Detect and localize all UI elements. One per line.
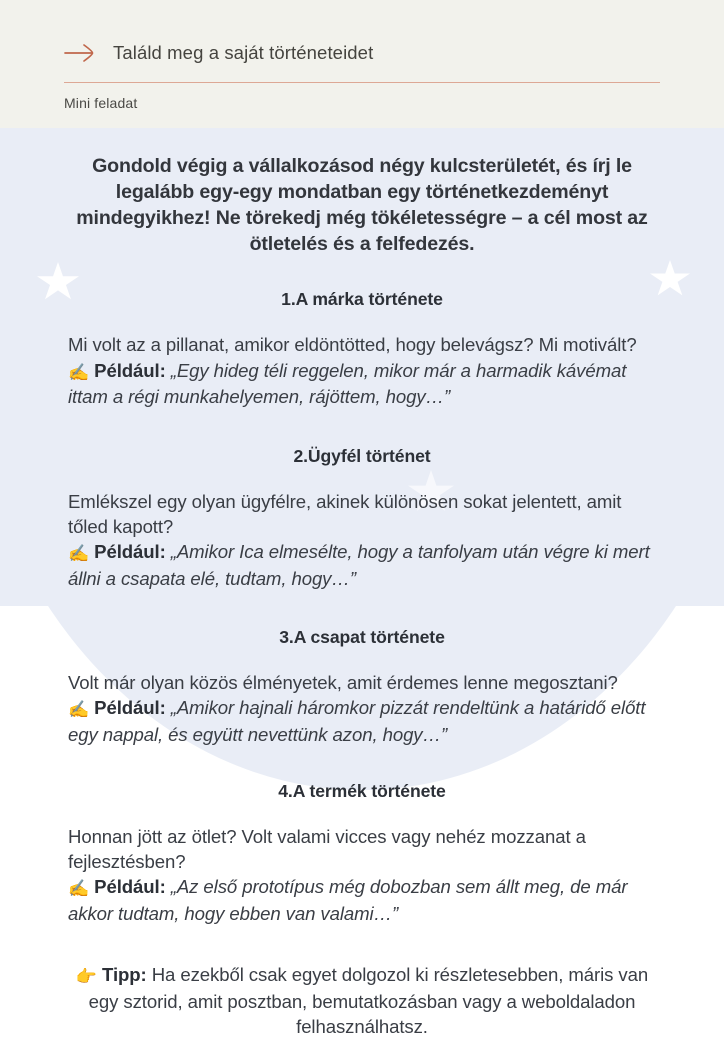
section-example-1 — [68, 358, 656, 410]
pointing-finger-icon: 👉 — [75, 967, 97, 988]
section-body-2 — [68, 489, 656, 591]
arrow-right-icon — [64, 42, 96, 64]
section-question-1: Mi volt az a pillanat, amikor eldöntötted, hogy belevágsz? Mi motivált? — [68, 334, 637, 356]
example-label-1: Például: — [94, 359, 166, 381]
writing-hand-icon: ✍️ — [68, 543, 90, 564]
example-label-2: Például: — [94, 540, 166, 562]
example-quote-2: „Amikor Ica elmesélte, hogy a tanfolyam után végre ki mert állni a csapata elé, tudtam, hogy…” — [68, 540, 650, 589]
header-subtitle: Mini feladat — [64, 95, 138, 111]
section-example-3 — [68, 695, 656, 747]
section-body-1 — [68, 332, 656, 409]
section-example-4 — [68, 874, 656, 926]
writing-hand-icon: ✍️ — [68, 699, 90, 720]
section-question-3: Volt már olyan közös élményetek, amit érdemes lenne megosztani? — [68, 671, 618, 693]
example-label-4: Például: — [94, 876, 166, 898]
header-title-row — [64, 42, 373, 64]
section-title-3: 3.A csapat története — [279, 626, 445, 647]
page-title: Találd meg a saját történeteidet — [113, 42, 374, 63]
section-question-4: Honnan jött az ötlet? Volt valami vicces vagy nehéz mozzanat a fejlesztésben? — [68, 825, 586, 872]
tip-paragraph — [68, 962, 656, 1039]
section-example-2 — [68, 539, 656, 591]
page-header — [0, 0, 724, 128]
section-body-3 — [68, 670, 656, 747]
tip-text: Ha ezekből csak egyet dolgozol ki részletesebben, máris van egy sztorid, amit posztban, bemutatkozásban vagy a weboldaladon felhasználhatsz. — [88, 964, 649, 1038]
example-quote-1: „Egy hideg téli reggelen, mikor már a harmadik kávémat ittam a régi munkahelyemen, rájöttem, hogy…” — [68, 359, 627, 408]
intro-paragraph: Gondold végig a vállalkozásod négy kulcsterületét, és írj le legalább egy-egy mondatban egy történetkezdeményt mindegyikhez! Ne törekedj még tökéletességre – a cél most az ötletelés és a felfedezés. — [76, 155, 648, 255]
section-body-4 — [68, 824, 656, 926]
writing-hand-icon: ✍️ — [68, 362, 90, 383]
writing-hand-icon: ✍️ — [68, 879, 90, 900]
section-title-1: 1.A márka története — [281, 289, 443, 310]
example-quote-4: „Az első prototípus még dobozban sem állt meg, de már akkor tudtam, hogy ebben van valami…” — [68, 876, 628, 925]
section-title-2: 2.Ügyfél történet — [293, 445, 431, 466]
section-question-2: Emlékszel egy olyan ügyfélre, akinek különösen sokat jelentett, amit tőled kapott? — [68, 490, 622, 537]
example-quote-3: „Amikor hajnali háromkor pizzát rendeltünk a határidő előtt egy nappal, és együtt nevettünk azon, hogy…” — [68, 696, 646, 745]
header-divider — [64, 82, 660, 83]
tip-label: Tipp: — [102, 964, 147, 986]
example-label-3: Például: — [94, 696, 166, 718]
section-title-4: 4.A termék története — [278, 780, 446, 801]
main-content — [0, 128, 724, 1058]
